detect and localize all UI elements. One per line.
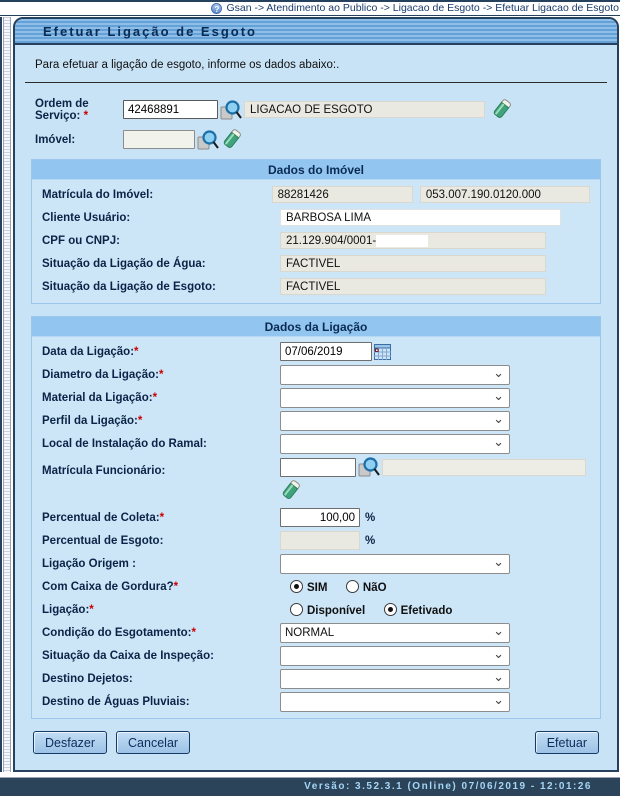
matricula-funcionario-nome <box>382 459 586 476</box>
local-ramal-row <box>42 432 590 455</box>
matricula-imovel-codigo: 88281426 <box>272 186 413 203</box>
cpf-cnpj-row <box>42 229 590 252</box>
destino-dejetos-row <box>42 667 590 690</box>
condicao-esgotamento-row <box>42 621 590 644</box>
matricula-imovel-row <box>42 183 590 206</box>
data-ligacao-input[interactable] <box>280 342 372 361</box>
section-title: Dados do Imóvel <box>32 160 600 180</box>
search-icon[interactable] <box>197 130 219 150</box>
situacao-caixa-inspecao-row <box>42 644 590 667</box>
imovel-input[interactable] <box>123 130 195 149</box>
radio-nao[interactable] <box>346 580 359 593</box>
cancelar-button[interactable]: Cancelar <box>116 731 190 754</box>
radio-disponivel-label[interactable]: Disponível <box>307 604 366 617</box>
caixa-gordura-label: Com Caixa de Gordura?* <box>42 580 179 593</box>
destino-aguas-pluviais-label: Destino de Águas Pluviais: <box>42 695 190 708</box>
situacao-agua-label: Situação da Ligação de Água: <box>42 257 206 270</box>
percentual-coleta-label: Percentual de Coleta:* <box>42 511 165 524</box>
page-title <box>15 19 617 45</box>
radio-efetivado[interactable] <box>384 603 397 616</box>
cpf-cnpj-label: CPF ou CNPJ: <box>42 234 120 247</box>
matricula-funcionario-row <box>42 455 590 506</box>
data-ligacao-row <box>42 340 590 363</box>
matricula-funcionario-label: Matrícula Funcionário: <box>42 465 166 477</box>
condicao-esgotamento-select[interactable] <box>280 623 510 643</box>
section-dados-ligacao <box>31 316 601 719</box>
destino-dejetos-label: Destino Dejetos: <box>42 672 133 685</box>
material-select[interactable] <box>280 388 510 408</box>
ligacao-label: Ligação:* <box>42 603 94 616</box>
radio-sim[interactable] <box>290 580 303 593</box>
ordem-servico-label: Ordem de Serviço: * <box>35 97 89 122</box>
situacao-caixa-inspecao-label: Situação da Caixa de Inspeção: <box>42 649 214 662</box>
search-icon[interactable] <box>358 457 380 477</box>
percentual-esgoto-value <box>280 531 360 550</box>
destino-dejetos-select[interactable] <box>280 669 510 689</box>
radio-efetivado-label[interactable]: Efetivado <box>400 604 453 617</box>
situacao-agua-value: FACTIVEL <box>280 255 546 272</box>
cpf-cnpj-value: 21.129.904/0001- <box>280 232 546 249</box>
material-label: Material da Ligação:* <box>42 391 158 404</box>
percentual-esgoto-label: Percentual de Esgoto: <box>42 534 164 547</box>
situacao-caixa-inspecao-select[interactable] <box>280 646 510 666</box>
local-ramal-label: Local de Instalação do Ramal: <box>42 437 207 450</box>
perfil-label: Perfil da Ligação:* <box>42 414 143 427</box>
left-border <box>0 17 2 772</box>
matricula-imovel-label: Matrícula do Imóvel: <box>42 188 154 201</box>
cliente-usuario-value: BARBOSA LIMA <box>280 209 561 226</box>
ligacao-origem-row <box>42 552 590 575</box>
situacao-esgoto-value: FACTIVEL <box>280 278 546 295</box>
situacao-esgoto-row <box>42 275 590 298</box>
matricula-imovel-inscricao: 053.007.190.0120.000 <box>420 186 590 203</box>
efetuar-button[interactable]: Efetuar <box>535 731 599 754</box>
ligacao-origem-select[interactable] <box>280 554 510 574</box>
ligacao-origem-label: Ligação Origem : <box>42 557 136 570</box>
caixa-gordura-row <box>42 575 590 598</box>
perfil-row <box>42 409 590 432</box>
footer-bar <box>0 778 620 796</box>
redacted-patch <box>376 235 428 247</box>
percent-suffix: % <box>365 511 376 524</box>
condicao-esgotamento-label: Condição do Esgotamento:* <box>42 626 196 639</box>
diametro-row <box>42 363 590 386</box>
ordem-servico-row <box>23 93 609 126</box>
imovel-label: Imóvel: <box>35 133 76 146</box>
version-text: Versão: 3.52.3.1 (Online) 07/06/2019 - 12:01:26 <box>304 781 592 792</box>
main-window <box>13 17 619 772</box>
destino-aguas-pluviais-row <box>42 690 590 713</box>
action-bar <box>33 731 599 754</box>
calendar-icon[interactable] <box>374 344 391 360</box>
eraser-icon[interactable] <box>282 480 301 501</box>
destino-aguas-pluviais-select[interactable] <box>280 692 510 712</box>
percentual-coleta-row <box>42 506 590 529</box>
data-ligacao-label: Data da Ligação:* <box>42 345 139 358</box>
left-gutter-handle[interactable] <box>3 17 11 772</box>
help-icon[interactable]: ? <box>211 3 222 14</box>
radio-disponivel[interactable] <box>290 603 303 616</box>
imovel-row <box>23 126 609 153</box>
ordem-servico-input[interactable] <box>123 100 218 119</box>
section-title: Dados da Ligação <box>32 317 600 337</box>
percent-suffix: % <box>365 534 376 547</box>
diametro-label: Diametro da Ligação:* <box>42 368 164 381</box>
search-icon[interactable] <box>220 100 242 120</box>
section-dados-imovel <box>31 159 601 304</box>
local-ramal-select[interactable] <box>280 434 510 454</box>
percentual-coleta-input[interactable] <box>280 508 360 527</box>
breadcrumb-text[interactable]: Gsan -> Atendimento ao Publico -> Ligacao de Esgoto -> Efetuar Ligacao de Esgoto <box>226 2 619 14</box>
radio-sim-label[interactable]: SIM <box>307 581 328 594</box>
ligacao-row <box>42 598 590 621</box>
eraser-icon[interactable] <box>223 129 242 150</box>
eraser-icon[interactable] <box>493 99 512 120</box>
ordem-servico-descricao: LIGACAO DE ESGOTO <box>244 101 485 118</box>
desfazer-button[interactable]: Desfazer <box>33 731 107 754</box>
situacao-agua-row <box>42 252 590 275</box>
percentual-esgoto-row <box>42 529 590 552</box>
perfil-select[interactable] <box>280 411 510 431</box>
radio-nao-label[interactable]: NãO <box>362 581 387 594</box>
diametro-select[interactable] <box>280 365 510 385</box>
situacao-esgoto-label: Situação da Ligação de Esgoto: <box>42 280 216 293</box>
cliente-usuario-row <box>42 206 590 229</box>
divider <box>25 82 607 83</box>
intro-text: Para efetuar a ligação de esgoto, informe os dados abaixo:. <box>35 59 340 71</box>
breadcrumb <box>0 2 620 16</box>
material-row <box>42 386 590 409</box>
cliente-usuario-label: Cliente Usuário: <box>42 211 131 224</box>
page-title-text: Efetuar Ligação de Esgoto <box>43 24 257 39</box>
matricula-funcionario-input[interactable] <box>280 458 356 477</box>
